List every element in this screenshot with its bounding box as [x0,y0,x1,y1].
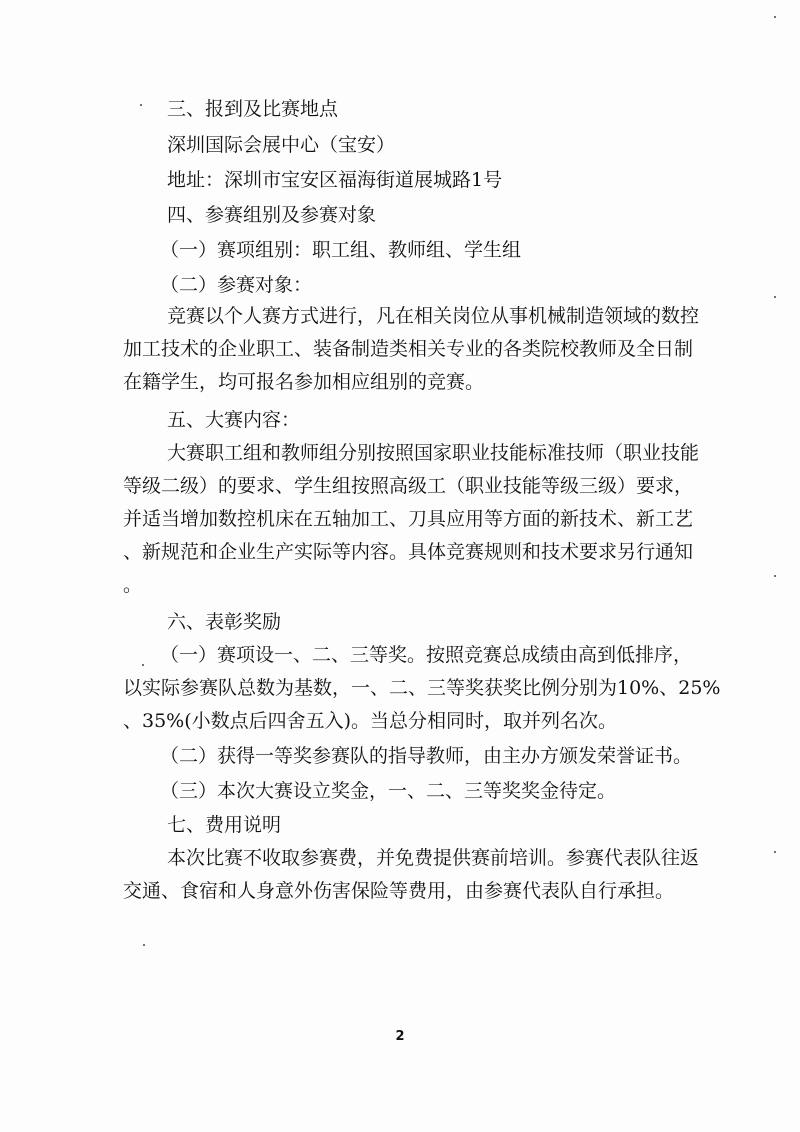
groups-heading: 四、参赛组别及参赛对象 [167,204,377,226]
paragraph-line: 以实际参赛队总数为基数，一、二、三等奖获奖比例分别为10%、25% [123,677,721,699]
scan-speck [774,296,776,298]
paragraph-line: 并适当增加数控机床在五轴加工、刀具应用等方面的新技术、新工艺 [123,508,694,530]
content-paragraph [0,437,699,602]
awards-item-2: （二）获得一等奖参赛队的指导教师，由主办方颁发荣誉证书。 [160,745,693,767]
fees-heading: 七、费用说明 [167,814,282,836]
location-heading: 三、报到及比赛地点 [167,98,339,120]
paragraph-line: 等级二级）的要求、学生组按照高级工（职业技能等级三级）要求， [123,475,694,497]
venue-name: 深圳国际会展中心（宝安） [167,134,396,156]
scan-speck [142,664,144,666]
scan-speck [774,851,776,853]
paragraph-line: 竞赛以个人赛方式进行，凡在相关岗位从事机械制造领域的数控 [167,305,700,327]
paragraph-line: 本次比赛不收取参赛费，并免费提供赛前培训。参赛代表队往返 [167,847,700,869]
scan-speck [774,16,776,18]
paragraph-line: 加工技术的企业职工、装备制造类相关专业的各类院校教师及全日制 [123,338,694,360]
scan-speck [774,575,776,577]
paragraph-line: 。 [123,574,143,596]
page-number: 2 [395,1029,405,1044]
paragraph-line: 交通、食宿和人身意外伤害保险等费用，由参赛代表队自行承担。 [123,880,675,902]
participants-paragraph [0,300,699,399]
scan-speck [143,944,145,946]
paragraph-line: 在籍学生，均可报名参加相应组别的竞赛。 [123,371,485,393]
awards-item-1-paragraph [0,639,720,738]
scan-speck [140,104,142,106]
paragraph-line: 、35%(小数点后四舍五入)。当总分相同时，取并列名次。 [123,710,618,732]
content-heading: 五、大赛内容： [167,409,301,431]
paragraph-line: 、新规范和企业生产实际等内容。具体竞赛规则和技术要求另行通知 [123,541,694,563]
paragraph-line: （一）赛项设一、二、三等奖。按照竞赛总成绩由高到低排序， [160,644,693,666]
paragraph-line: 大赛职工组和教师组分别按照国家职业技能标准技师（职业技能 [167,442,700,464]
groups-item-2: （二）参赛对象： [160,274,313,296]
fees-paragraph [0,842,699,908]
awards-heading: 六、表彰奖励 [167,611,282,633]
groups-item-1: （一）赛项组别：职工组、教师组、学生组 [160,239,522,261]
awards-item-3: （三）本次大赛设立奖金，一、二、三等奖奖金待定。 [160,780,617,802]
venue-address: 地址：深圳市宝安区福海街道展城路1号 [167,169,503,191]
